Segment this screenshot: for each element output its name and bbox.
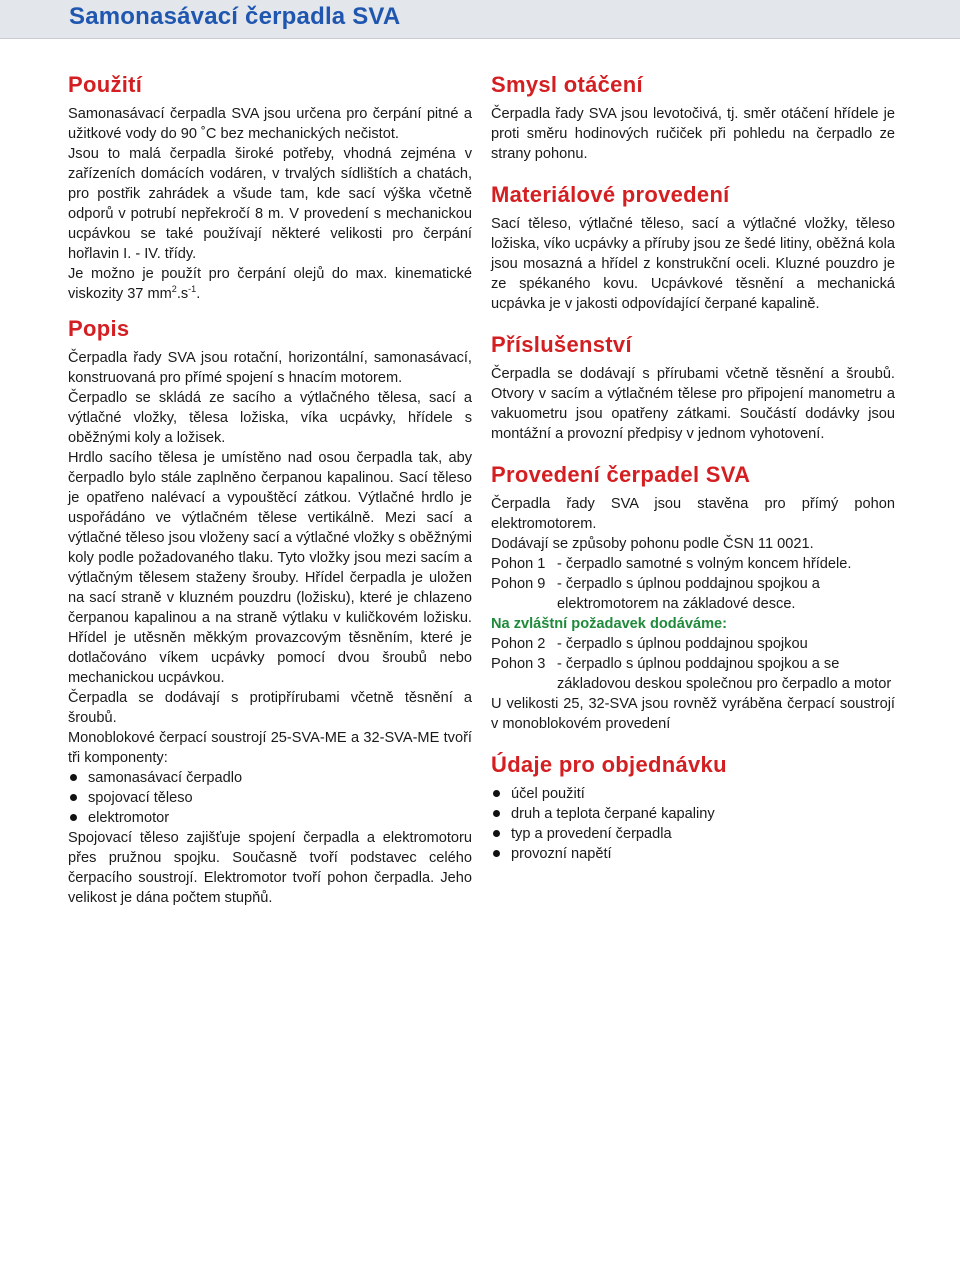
pohon-2-desc: - čerpadlo s úplnou poddajnou spojkou <box>557 636 808 652</box>
section-title-udaje: Údaje pro objednávku <box>491 752 727 777</box>
popis-paragraph-4: Čerpadla se dodávají s protipřírubami včetně těsnění a šroubů. <box>68 690 472 726</box>
pouziti-paragraph-1: Samonasávací čerpadla SVA jsou určena pro čerpání pitné a užitkové vody do 90 ˚C bez mechanických nečistot. <box>68 106 472 142</box>
section-pouziti <box>68 72 472 304</box>
exponent-minus-1: -1 <box>188 284 197 295</box>
popis-paragraph-2: Čerpadlo se skládá ze sacího a výtlačného tělesa, sací a výtlačné vložky, tělesa ložiska, víka ucpávky, hřídele s oběžnými koly a ložisek. <box>68 390 472 446</box>
section-prislusenstvi <box>491 332 895 444</box>
popis-paragraph-1: Čerpadla řady SVA jsou rotační, horizontální, samonasávací, konstruovaná pro přímé spojení s hnacím motorem. <box>68 350 472 386</box>
list-item: druh a teplota čerpané kapaliny <box>491 804 895 824</box>
special-order-heading: Na zvláštní požadavek dodáváme: <box>491 616 728 632</box>
prislusenstvi-text: Čerpadla se dodávají s přírubami včetně těsnění a šroubů. Otvory v sacím a výtlačném tělese pro připojení manometru a vakuometru jsou opatřeny zátkami. Součástí dodávky jsou montážní a provozní předpisy v jednom vyhotovení. <box>491 366 895 442</box>
section-provedeni <box>491 462 895 734</box>
section-title-pouziti: Použití <box>68 72 143 97</box>
smysl-text: Čerpadla řady SVA jsou levotočivá, tj. směr otáčení hřídele je proti směru hodinových ručiček při pohledu na čerpadlo ze strany pohonu. <box>491 106 895 162</box>
popis-closing: Spojovací těleso zajišťuje spojení čerpadla a elektromotoru přes pružnou spojku. Současně tvoří podstavec celého čerpacího soustrojí. Elektromotor tvoří pohon čerpadla. Jeho velikost je dána počtem stupňů. <box>68 830 472 906</box>
section-smysl <box>491 72 895 164</box>
pohon-2-row <box>491 634 895 654</box>
order-data-list <box>491 784 895 864</box>
left-column <box>68 72 472 908</box>
pohon-1-label: Pohon 1 <box>491 556 546 572</box>
pohon-1-desc: - čerpadlo samotné s volným koncem hřídele. <box>557 556 852 572</box>
exponent-2: 2 <box>171 284 177 295</box>
section-title-popis: Popis <box>68 316 130 341</box>
section-udaje <box>491 752 895 864</box>
section-title-prislusenstvi: Příslušenství <box>491 332 632 357</box>
list-item: provozní napětí <box>491 844 895 864</box>
section-title-material: Materiálové provedení <box>491 182 730 207</box>
header-bar <box>0 0 960 39</box>
popis-paragraph-5: Monoblokové čerpací soustrojí 25-SVA-ME a 32-SVA-ME tvoří tři komponenty: <box>68 730 472 766</box>
pohon-3-desc: - čerpadlo s úplnou poddajnou spojkou a se základovou deskou společnou pro čerpadlo a motor <box>557 656 892 692</box>
section-title-provedeni: Provedení čerpadel SVA <box>491 462 751 487</box>
pouziti-paragraph-3 <box>68 264 472 304</box>
material-text: Sací těleso, výtlačné těleso, sací a výtlačné vložky, těleso ložiska, víko ucpávky a příruby jsou ze šedé litiny, oběžná kola jsou mosazná a hřídel z konstrukční oceli. Kluzné pouzdro je ze spékaného kovu. Ucpávkové těsnění a mechanická ucpávka je v jakosti odpovídající čerpané kapalině. <box>491 216 895 312</box>
pohon-1-row <box>491 554 895 574</box>
period: . <box>196 286 201 302</box>
provedeni-intro-2: Dodávají se způsoby pohonu podle ČSN 11 0021. <box>491 536 814 552</box>
popis-paragraph-3: Hrdlo sacího tělesa je umístěno nad osou čerpadla tak, aby čerpadlo bylo stále zaplněno čerpanou kapalinou. Sací těleso je opatřeno nalévací a vypouštěcí zátkou. Výtlačné hrdlo je uspořádáno ve výtlačném tělese vertikálně. Mezi sací a výtlačné těleso jsou vloženy sací a výtlačné vložky s oběžnými koly podle požadovaného tlaku. Tyto vložky jsou mezi sacím a výtlačným tělesem staženy šrouby. Hřídel čerpadla je uložen na sací straně v kluzném pouzdru (ložisku), které je chlazeno čerpanou kapalinou a na straně výtlaku v kuličkovém ložisku. Hřídel je utěsněn měkkým provazcovým těsněním, které je dotlačováno víkem ucpávky pomocí dvou šroubů nebo mechanickou ucpávkou. <box>68 450 472 686</box>
provedeni-closing: U velikosti 25, 32-SVA jsou rovněž vyráběna čerpací soustrojí v monoblokovém provedení <box>491 696 895 732</box>
list-item: elektromotor <box>68 808 472 828</box>
right-column <box>491 72 895 882</box>
provedeni-intro-1: Čerpadla řady SVA jsou stavěna pro přímý pohon elektromotorem. <box>491 496 895 532</box>
pohon-3-row <box>491 654 895 694</box>
pohon-3-label: Pohon 3 <box>491 656 546 672</box>
unit-mid: .s <box>176 286 189 302</box>
section-title-smysl: Smysl otáčení <box>491 72 643 97</box>
list-item: spojovací těleso <box>68 788 472 808</box>
document-title: Samonasávací čerpadla SVA <box>69 3 401 30</box>
pohon-9-label: Pohon 9 <box>491 576 546 592</box>
section-popis <box>68 316 472 908</box>
list-item: samonasávací čerpadlo <box>68 768 472 788</box>
list-item: typ a provedení čerpadla <box>491 824 895 844</box>
section-material <box>491 182 895 314</box>
pohon-2-label: Pohon 2 <box>491 636 546 652</box>
pohon-9-desc: - čerpadlo s úplnou poddajnou spojkou a elektromotorem na základové desce. <box>557 576 820 612</box>
list-item: účel použití <box>491 784 895 804</box>
pohon-9-row <box>491 574 895 614</box>
viscosity-text: Je možno je použít pro čerpání olejů do max. kinematické viskozity 37 mm <box>68 266 472 302</box>
pouziti-paragraph-2: Jsou to malá čerpadla široké potřeby, vhodná zejména v zařízeních domácích vodáren, v trvalých sídlištích a chatách, pro postřik zahrádek a všude tam, kde sací výška včetně odporů v potrubí nepřekročí 8 m. V provedení s mechanickou ucpávkou se také používají některé velikosti pro čerpání hořlavin I. - IV. třídy. <box>68 146 472 262</box>
components-list <box>68 768 472 828</box>
